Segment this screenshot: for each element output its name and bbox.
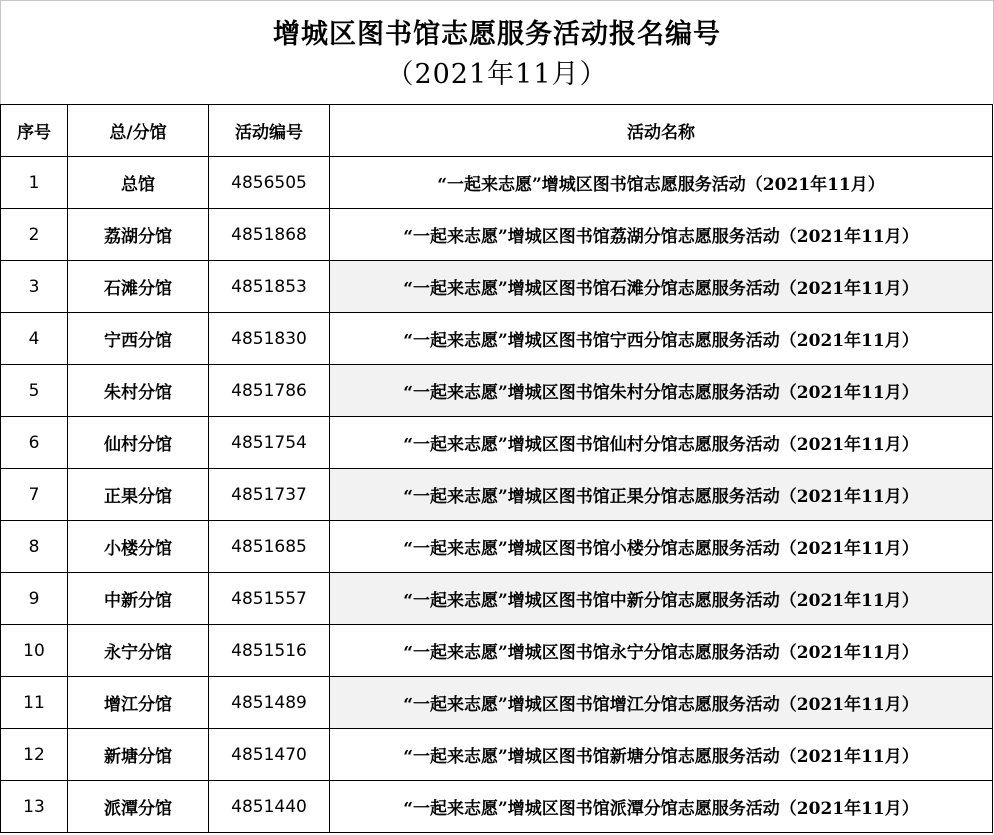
table-row — [1, 209, 993, 261]
cell-serial-number: 4 — [1, 313, 68, 365]
table-row — [1, 573, 993, 625]
cell-serial-number: 3 — [1, 261, 68, 313]
cell-branch: 派潭分馆 — [68, 781, 209, 833]
cell-branch: 小楼分馆 — [68, 521, 209, 573]
cell-activity-name: “一起来志愿”增城区图书馆志愿服务活动（2021年11月） — [330, 157, 993, 209]
cell-activity-code: 4851868 — [209, 209, 330, 261]
cell-activity-name: “一起来志愿”增城区图书馆朱村分馆志愿服务活动（2021年11月） — [330, 365, 993, 417]
cell-activity-code: 4851754 — [209, 417, 330, 469]
table-row — [1, 625, 993, 677]
cell-branch: 荔湖分馆 — [68, 209, 209, 261]
cell-branch: 增江分馆 — [68, 677, 209, 729]
cell-branch: 朱村分馆 — [68, 365, 209, 417]
cell-serial-number: 13 — [1, 781, 68, 833]
table-row — [1, 157, 993, 209]
cell-activity-code: 4851830 — [209, 313, 330, 365]
cell-serial-number: 6 — [1, 417, 68, 469]
cell-activity-name: “一起来志愿”增城区图书馆小楼分馆志愿服务活动（2021年11月） — [330, 521, 993, 573]
cell-activity-name: “一起来志愿”增城区图书馆中新分馆志愿服务活动（2021年11月） — [330, 573, 993, 625]
cell-activity-code: 4851685 — [209, 521, 330, 573]
cell-activity-name: “一起来志愿”增城区图书馆宁西分馆志愿服务活动（2021年11月） — [330, 313, 993, 365]
cell-serial-number: 10 — [1, 625, 68, 677]
cell-activity-name: “一起来志愿”增城区图书馆仙村分馆志愿服务活动（2021年11月） — [330, 417, 993, 469]
cell-serial-number: 11 — [1, 677, 68, 729]
header-activity-code: 活动编号 — [209, 105, 330, 157]
table-row — [1, 365, 993, 417]
cell-activity-name: “一起来志愿”增城区图书馆派潭分馆志愿服务活动（2021年11月） — [330, 781, 993, 833]
cell-activity-code: 4851470 — [209, 729, 330, 781]
document-header — [0, 0, 994, 104]
header-branch: 总/分馆 — [68, 105, 209, 157]
cell-activity-name: “一起来志愿”增城区图书馆正果分馆志愿服务活动（2021年11月） — [330, 469, 993, 521]
cell-serial-number: 2 — [1, 209, 68, 261]
cell-activity-code: 4851853 — [209, 261, 330, 313]
cell-activity-name: “一起来志愿”增城区图书馆增江分馆志愿服务活动（2021年11月） — [330, 677, 993, 729]
cell-branch: 新塘分馆 — [68, 729, 209, 781]
cell-activity-code: 4851737 — [209, 469, 330, 521]
table-row — [1, 521, 993, 573]
cell-serial-number: 7 — [1, 469, 68, 521]
cell-activity-code: 4851489 — [209, 677, 330, 729]
header-activity-name: 活动名称 — [330, 105, 993, 157]
activity-registration-table — [0, 104, 993, 833]
table-row — [1, 469, 993, 521]
page-subtitle-date: （2021年11月） — [386, 59, 608, 90]
cell-branch: 仙村分馆 — [68, 417, 209, 469]
cell-activity-name: “一起来志愿”增城区图书馆荔湖分馆志愿服务活动（2021年11月） — [330, 209, 993, 261]
table-row — [1, 261, 993, 313]
cell-activity-code: 4851516 — [209, 625, 330, 677]
table-row — [1, 417, 993, 469]
table-row — [1, 677, 993, 729]
cell-activity-name: “一起来志愿”增城区图书馆石滩分馆志愿服务活动（2021年11月） — [330, 261, 993, 313]
cell-serial-number: 5 — [1, 365, 68, 417]
table-row — [1, 729, 993, 781]
cell-branch: 宁西分馆 — [68, 313, 209, 365]
cell-activity-code: 4851440 — [209, 781, 330, 833]
header-serial-number: 序号 — [1, 105, 68, 157]
cell-branch: 正果分馆 — [68, 469, 209, 521]
cell-activity-name: “一起来志愿”增城区图书馆新塘分馆志愿服务活动（2021年11月） — [330, 729, 993, 781]
cell-serial-number: 1 — [1, 157, 68, 209]
table-row — [1, 781, 993, 833]
cell-activity-code: 4851557 — [209, 573, 330, 625]
cell-activity-code: 4851786 — [209, 365, 330, 417]
cell-branch: 中新分馆 — [68, 573, 209, 625]
cell-activity-code: 4856505 — [209, 157, 330, 209]
cell-serial-number: 12 — [1, 729, 68, 781]
cell-activity-name: “一起来志愿”增城区图书馆永宁分馆志愿服务活动（2021年11月） — [330, 625, 993, 677]
cell-branch: 总馆 — [68, 157, 209, 209]
table-header-row — [1, 105, 993, 157]
table-row — [1, 313, 993, 365]
cell-serial-number: 8 — [1, 521, 68, 573]
cell-serial-number: 9 — [1, 573, 68, 625]
cell-branch: 永宁分馆 — [68, 625, 209, 677]
cell-branch: 石滩分馆 — [68, 261, 209, 313]
page-title: 增城区图书馆志愿服务活动报名编号 — [273, 19, 721, 50]
